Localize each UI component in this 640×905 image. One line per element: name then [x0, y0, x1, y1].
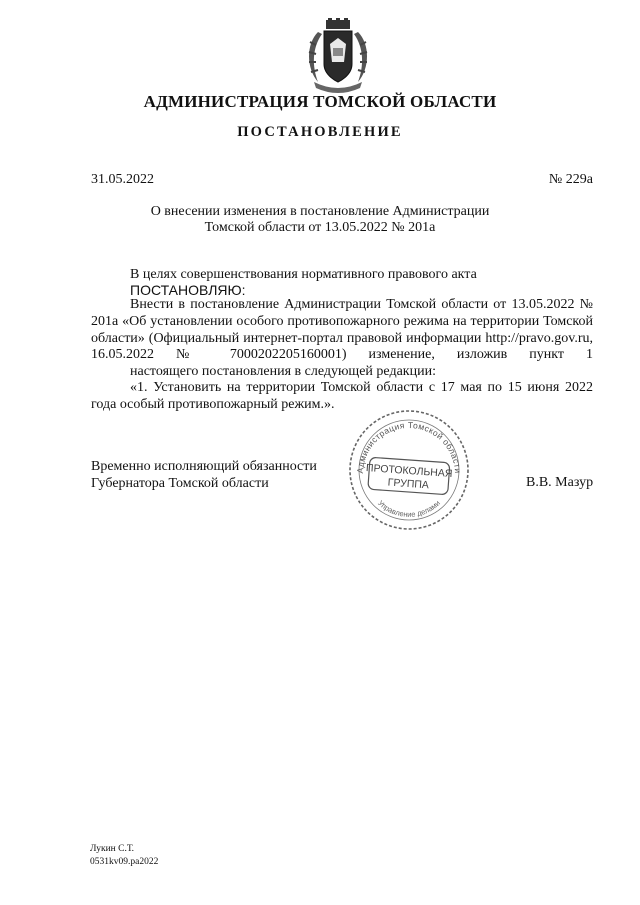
footer-author: Лукин С.Т.: [90, 844, 135, 854]
signatory-position: [91, 458, 317, 492]
stamp-bottom-text: Управление делами: [376, 498, 442, 519]
protocol-group-stamp: [347, 408, 471, 532]
document-date: 31.05.2022: [91, 172, 154, 187]
subject-line-1: О внесении изменения в постановление Администрации: [150, 204, 490, 219]
main-paragraph-text: Внести в постановление Администрации Томской области от 13.05.2022 № 201а «Об установлении особого противопожарного режима на территории Томской области» (Официальный интернет-портал правовой информации http://pravo.gov.ru, 16.05.2022 № 7000202205160001) изменение, изложив пункт 1: [91, 297, 593, 363]
footer-file-code: 0531kv09.ра2022: [90, 857, 159, 867]
signatory-name: В.В. Мазур: [526, 475, 594, 490]
quoted-amendment: «1. Установить на территории Томской области с 17 мая по 15 июня 2022 года особый противопожарный режим.».: [91, 380, 593, 412]
intro-paragraph: В целях совершенствования нормативного правового акта: [130, 267, 477, 282]
document-number: № 229а: [548, 172, 593, 187]
footer-note: [90, 843, 158, 869]
subject-line-2: Томской области от 13.05.2022 № 201а: [204, 220, 436, 235]
stamp-inner-line-2: ГРУППА: [387, 476, 430, 492]
coat-of-arms-icon: [300, 18, 376, 94]
signatory-position-line-2: Губернатора Томской области: [91, 476, 269, 491]
document-subject: [0, 204, 640, 236]
stamp-inner-line-1: ПРОТОКОЛЬНАЯ: [365, 462, 453, 481]
signatory-position-line-1: Временно исполняющий обязанности: [91, 459, 317, 474]
main-paragraph: [91, 297, 593, 381]
stamp-outer-text: Администрация Томской области: [354, 419, 464, 474]
organization-title: АДМИНИСТРАЦИЯ ТОМСКОЙ ОБЛАСТИ: [143, 92, 497, 111]
main-paragraph-last-line: настоящего постановления в следующей редакции:: [130, 364, 436, 380]
document-type-title: ПОСТАНОВЛЕНИЕ: [237, 124, 403, 140]
decree-heading: ПОСТАНОВЛЯЮ:: [130, 282, 246, 298]
